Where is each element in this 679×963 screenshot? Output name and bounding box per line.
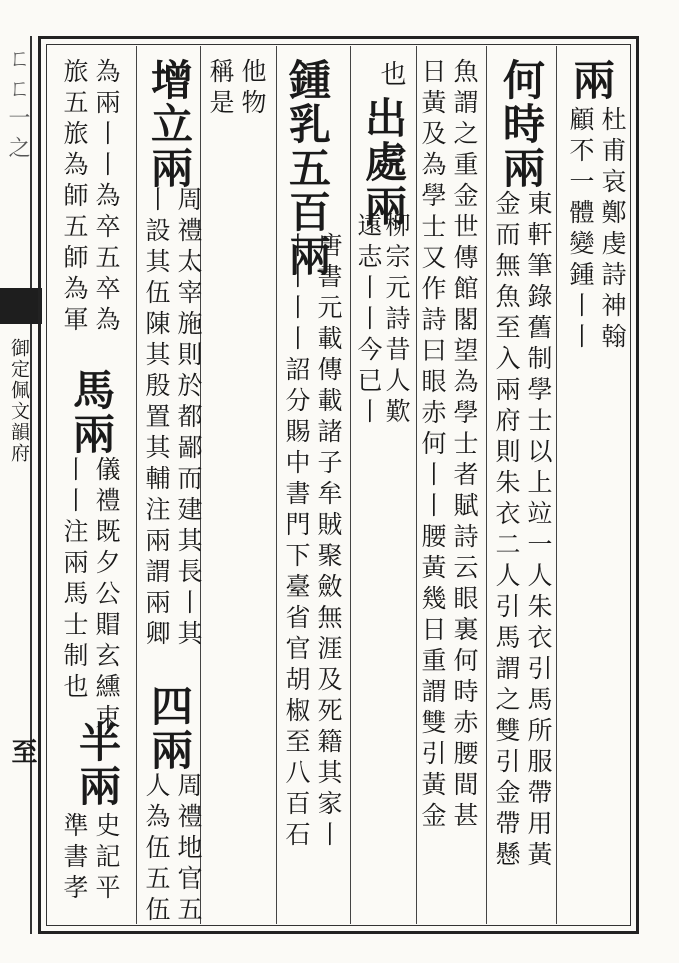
note-line: 史記平 — [92, 812, 121, 905]
note-line: 日黃及為學士又作詩曰眼赤何丨丨腰黃幾日重謂雙引黃金 — [418, 58, 447, 833]
note-line: 周禮太宰施則於都鄙而建其長丨其 — [174, 186, 203, 651]
note-line: 金而無魚至入兩府則朱衣二人引馬謂之雙引金帶懸 — [492, 190, 521, 872]
note-line: 魚謂之重金世傳館閣望為學士者賦詩云眼裏何時赤腰間甚 — [450, 58, 479, 833]
column-rule — [416, 46, 417, 924]
note-line: 顧不一體變鍾丨丨 — [566, 106, 595, 354]
note-line: 為兩丨丨為卒五卒為 — [92, 58, 121, 337]
head-entry: 兩 — [567, 58, 616, 102]
head-entry: 出處兩 — [359, 96, 408, 228]
column-rule — [486, 46, 487, 924]
spine-top-text: ㄈㄈ一之 — [5, 46, 30, 166]
note-line: 東軒筆錄舊制學士以上竝一人朱衣引馬所服帶用黃 — [524, 190, 553, 872]
note-line: 杜甫哀鄭虔詩神翰 — [598, 106, 627, 354]
head-entry: 半兩 — [73, 720, 122, 808]
note-line: 唐書元載傳載諸子牟賊聚斂無涯及死籍其家丨 — [314, 232, 343, 852]
spine-book-title: 御定佩文韻府 — [8, 338, 30, 464]
column-rule — [556, 46, 557, 924]
note-line: 旅五旅為師五師為軍 — [60, 58, 89, 337]
note-line: 周禮地官五 — [174, 772, 203, 927]
column-rule — [276, 46, 277, 924]
note-line: 他物 — [238, 58, 267, 120]
note-line: 丨丨注兩馬士制也 — [60, 456, 89, 704]
column-rule — [136, 46, 137, 924]
head-entry: 馬兩 — [67, 368, 116, 456]
head-entry: 鍾乳五百兩 — [283, 58, 332, 278]
column-rule — [350, 46, 351, 924]
note-line: 準書孝 — [60, 812, 89, 905]
entry-tail: 也 — [376, 60, 406, 92]
note-line: 人為伍五伍 — [142, 772, 171, 927]
head-entry: 增立兩 — [145, 58, 194, 190]
page-folio: 至 — [7, 738, 37, 764]
spine-black-bar — [0, 288, 42, 324]
note-line: 遠志丨丨今已丨 — [354, 212, 383, 429]
head-entry: 四兩 — [145, 684, 194, 772]
note-line: 丨丨丨丨詔分賜中書門下臺省官胡椒至八百石 — [282, 232, 311, 852]
note-line: 儀禮既夕公賵玄纁束 — [92, 456, 121, 735]
note-line: 稱是 — [206, 58, 235, 120]
spine-rule — [30, 36, 32, 934]
note-line: 柳宗元詩昔人歎 — [382, 212, 411, 429]
head-entry: 何時兩 — [497, 58, 546, 190]
note-line: 丨設其伍陳其殷置其輔注兩謂兩卿 — [142, 186, 171, 651]
